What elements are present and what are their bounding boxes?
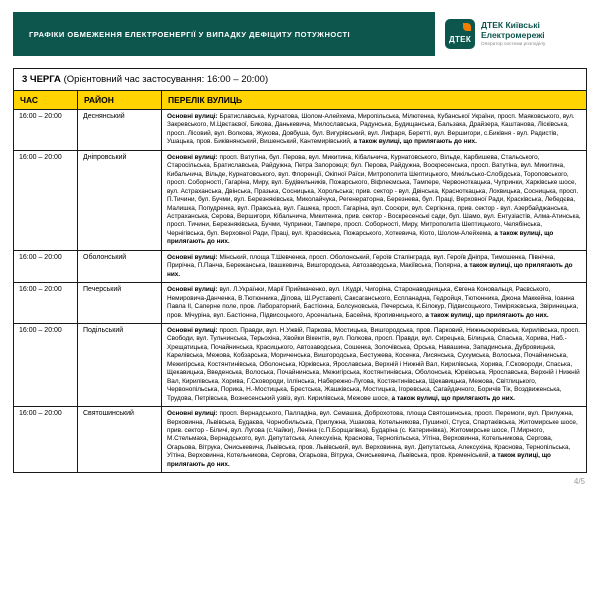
leaf-icon <box>463 23 471 31</box>
dtek-logo <box>445 19 475 49</box>
table-row <box>14 250 587 282</box>
table-row <box>14 323 587 406</box>
col-header-district: РАЙОН <box>78 91 162 110</box>
table-row <box>14 283 587 324</box>
streets-cell <box>162 250 587 282</box>
district-cell: Подільський <box>78 323 162 406</box>
queue-number: 3 ЧЕРГА <box>22 74 61 85</box>
streets-list: вул. Л.Українки, Марії Приймаченко, вул. І.Кудрі, Чигоріна, Старонаводницька, Євгена Коновальця, Раєвського, Немировича-Данченка, В.Тютюнника, Ділова, Ш.Руставелі, Саксаганського, Еспланадна, Гедройця, Тютюнника, Джона Маккейна, Іоанна Павла ІІ, Саперне поле, пров. Лабораторний, Бастіонна, Болсуновська, Печерська, К.Білокур, Підвисоцького, Тимірязєвська, Звіринецька, пров. Мічуріна, вул. Бастіонна, Підвисоцького, Арсенальна, Басейна, Кропивницького, <box>167 286 579 319</box>
table-row <box>14 150 587 250</box>
column-header-row <box>14 91 587 110</box>
streets-prefix: Основні вулиці: <box>167 410 218 418</box>
streets-cell <box>162 407 587 473</box>
header-bar <box>13 12 435 56</box>
streets-list: просп. Ватутіна, бул. Перова, вул. Микитина, Кібальчича, Курнатовського, Вільде, Карбишева, Стальського, Старосільська, Братиславська, Райдужна, Петра Запорожця; бул. Перова, Райдужна, Воскресенська, просп. Ватутіна, вул. Микитина, Кибальчича, Вільде, Курнатовського, вул. Флоренції, Окіпної Раїси, Митрополита Шептицького, Микільсько-Слобідська, Тороповського, просп. Соборності, Гагаріна, Миру, вул. Будівельників, Пожарського, Віфлеємська, Тампере, Червоноткацька, Чупринки, Харківське шосе, вул. Астраханська, Двінська, Празька, Сосницька, Хорольська; прив. сектор - вул. Двінська, Красноткацька, Лохвицька, Сосницька, просп. П.Тичини, бул. Бучми, вул. Березняківська, Миколайчука, Регенераторна, Березнева, бул. Праці, Верховної Ради, Красківська, Лебедєва, Малишка, Попудренка, вул. Пражська, вул. Гашека, просп. Гагаріна, вул. Сосюри, вул. Сергієнка, прив. сектор - вул. Азербайджанська, Астраханська, Серова, Вершигори, Кібальчича, Микитенка, прив. сектор - Воскресенські сади, бул. Шамо, вул. Ентузіастів, Алма-Атинська, просп. Тичини, Березняківська, Бучми, Чупринки, Тампере, просп. Соборності, Миру, Митрополита Шептицького, Челябінська, Чернігівська, бул. Верховної Ради, Праці, вул. Красківська, Пожарського, Хоткевича, Кіото, Шолом-Алейхема, <box>167 153 581 237</box>
district-cell: Деснянський <box>78 110 162 151</box>
streets-suffix: а також вулиці, що прилягають до них. <box>167 452 551 468</box>
company-name-block <box>481 21 545 48</box>
streets-suffix: а також вулиці, що прилягають до них. <box>167 262 573 278</box>
company-subtext: Оператор системи розподілу <box>481 42 546 48</box>
time-cell: 16:00 – 20:00 <box>14 250 78 282</box>
queue-title <box>14 69 587 91</box>
table-row <box>14 110 587 151</box>
streets-suffix: а також вулиці, що прилягають до них. <box>391 394 515 402</box>
queue-title-row <box>14 69 587 91</box>
col-header-streets: ПЕРЕЛІК ВУЛИЦЬ <box>162 91 587 110</box>
header-title: ГРАФІКИ ОБМЕЖЕННЯ ЕЛЕКТРОЕНЕРГІЇ У ВИПАДКУ ДЕФІЦИТУ ПОТУЖНОСТІ <box>29 29 351 39</box>
streets-prefix: Основні вулиці: <box>167 153 218 161</box>
streets-suffix: а також вулиці, що прилягають до них. <box>425 311 549 319</box>
dtek-logo-block <box>435 12 587 56</box>
streets-cell <box>162 110 587 151</box>
district-cell: Печерський <box>78 283 162 324</box>
queue-time-note: (Орієнтовний час застосування: 16:00 – 20:00) <box>63 74 269 85</box>
streets-cell <box>162 150 587 250</box>
streets-list: просп. Правди, вул. Н.Ужвій, Паркова, Мостицька, Вишгородська, пров. Парковий, Нижньоюрківська, Кирилівська, просп. Свободи, вул. Тульчинська, Терьохіна, Хвойки Вікентія, вул. Полкова, просп. Правди, вул. Сирецька, Білицька, Спаська, Хорива, Наб.-Хрещатицька, Почайнинська, Красицького, Автозаводська, Сошенка, Золочівська, Орська, Навашина, Западинська, Дубровицька, Карелівська, Межова, Кобзарська, Мориченська, Вишгородська, Бестужева, Косенка, Лисянська, Сухумська, Волоська, Почайнинська, Межигірська, Костянтинівська, Оболонська, Юрківська, Ярославська, Верхній і Нижній Вал, Кирилівська, Хорива, Г.Сковороди, Спаська, Щекавицька, Введенська, Волоська, Почайнинська, Межигірська, Костянтинівська, Оболонська, Юрківська, Ярославська, Верхній і Нижній Вал, Кирилівська, Хорива, Г.Сковороди, Іллінська, Набережно-Лугова, Костянтинівська, Щекавицька, Межова, Світлицького, Червонопільська, Порика, Н.-Мостицька, Брестська, Жашківська, Мостицька, Ігоревська, Сагайдачного, Боричів Тік, Воздвиженська, Трудова, Петрівська, Вознесенський узвіз, вул. Кирилівська, Межове шосе, <box>167 326 580 402</box>
schedule-table <box>13 68 587 473</box>
streets-cell <box>162 283 587 324</box>
table-row <box>14 407 587 473</box>
page-number: 4/5 <box>573 477 585 487</box>
streets-list: Братиславська, Курчатова, Шолом-Алейхема, Миропільська, Мілютенка, Кубанської України, просп. Маяковського, вул. Закревського, М.Цвєтаєвої, Бикова, Данькевича, Милославська, Радунська, Будищанська, Бальзака, Драйзера, Каштанова, Лісківська, просп. Лісовий, вул. Волкова, Жукова, Довбуша, бул. Вигурівський, вул. Лифаря, Беретті, вул. Вершигори, с.Биківня - вул. Радистів, Ушацька, пров. Биківнянський, Вишенський, Кантемирівський, <box>167 113 575 146</box>
streets-prefix: Основні вулиці: <box>167 286 218 294</box>
company-name-line2: Електромережі <box>481 29 545 40</box>
streets-list: Мінський, площа Т.Шевченка, просп. Оболонський, Героїв Сталінграда, вул. Героїв Дніпра, Тимошенка, Північна, Прирічна, П.Панча, Бережанська, Івашкевича, Вишгородська, Автозаводська, Макіївська, Полярна, <box>167 253 556 270</box>
dtek-logo-text: ДТЕК <box>449 35 472 44</box>
time-cell: 16:00 – 20:00 <box>14 407 78 473</box>
time-cell: 16:00 – 20:00 <box>14 323 78 406</box>
streets-suffix: а також вулиці, що прилягають до них. <box>167 229 554 246</box>
streets-cell <box>162 323 587 406</box>
streets-prefix: Основні вулиці: <box>167 253 218 261</box>
district-cell: Дніпровський <box>78 150 162 250</box>
time-cell: 16:00 – 20:00 <box>14 150 78 250</box>
time-cell: 16:00 – 20:00 <box>14 283 78 324</box>
streets-list: просп. Вернадського, Палладіна, вул. Семашка, Доброхотова, площа Святошинська, просп. Перемоги, вул. Прилужна, Верховинна, Львівська, Будаєва, Чорнобильська, Прилужна, Ушакова, Котельникова, Пушиної, Стуса, Спартаківська, Житомирське шосе, прив. сектор - Біличі, вул. Лугова (с.Чайки), Леніна (с.П.Борщагівка), Бударіна (с. Катеринівка), Житомирське шосе, П.Мирного, М.Стельмаха, Вернадського, вул. Депутатська, Алексухіна, Краснова, Тернопільська, Уїтіна, Верховинна, Котельникова, Сергова, Огарьова, Вітрука, Ониськевича, Львівська, пров. Львівський, вул. Верховинна, вул. Депутатська, Алексухіна, Краснова, Тернопільська, Уїтіна, Верховинна, Котельникова, Сергова, Огарьова, Вітрука, Ониськевича, Львівська, пров. Кременіський, <box>167 410 578 460</box>
company-name-line1: ДТЕК Київські <box>481 19 540 30</box>
streets-suffix: а також вулиці, що прилягають до них. <box>353 138 477 146</box>
streets-prefix: Основні вулиці: <box>167 326 218 334</box>
district-cell: Оболонський <box>78 250 162 282</box>
page-header <box>13 12 587 56</box>
time-cell: 16:00 – 20:00 <box>14 110 78 151</box>
col-header-time: ЧАС <box>14 91 78 110</box>
streets-prefix: Основні вулиці: <box>167 113 218 120</box>
district-cell: Святошинський <box>78 407 162 473</box>
